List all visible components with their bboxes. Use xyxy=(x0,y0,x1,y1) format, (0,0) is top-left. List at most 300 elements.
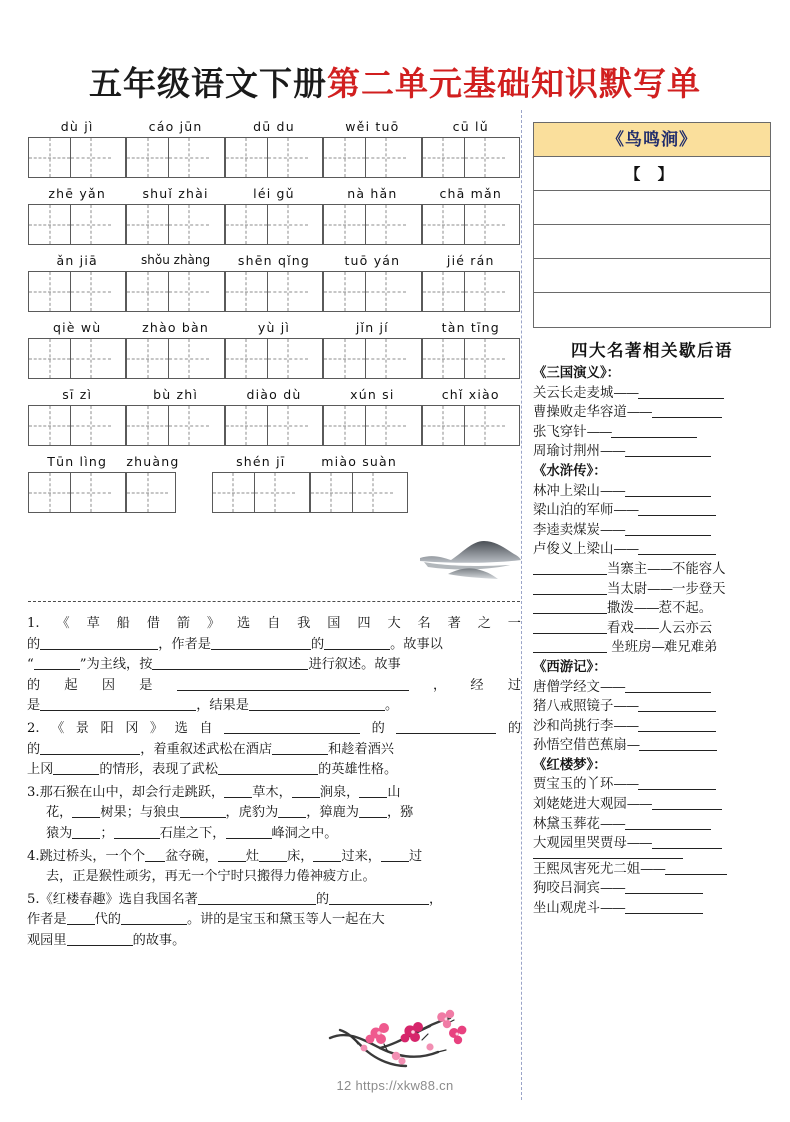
pinyin-box-holder xyxy=(225,338,323,379)
pinyin-label: bù zhì xyxy=(153,387,199,402)
answer-blank[interactable] xyxy=(53,761,99,775)
xiehouyu-text: 撒泼 xyxy=(607,601,634,617)
dash-connector: — xyxy=(651,640,664,656)
question-text: 代的 xyxy=(94,912,121,928)
dash-connector: —— xyxy=(613,542,639,558)
pinyin-box-holder xyxy=(28,472,126,513)
character-cell[interactable] xyxy=(464,339,505,378)
character-write-box[interactable] xyxy=(323,271,421,312)
xiehouyu-text: 看戏 xyxy=(607,620,634,636)
character-cell[interactable] xyxy=(29,406,70,445)
question-text: 的情形，表现了武松 xyxy=(99,762,219,778)
pinyin-row xyxy=(28,317,520,379)
xiehouyu-item xyxy=(533,860,771,880)
question-line xyxy=(27,719,521,740)
xiehouyu-item xyxy=(533,815,771,835)
question-text: ，作者是 xyxy=(158,636,211,652)
character-cell[interactable] xyxy=(127,138,168,177)
pinyin-box-holder xyxy=(212,472,310,513)
question-text: 过来， xyxy=(341,848,381,864)
poem-author-line[interactable]: 【 】 xyxy=(534,157,770,191)
question-text: 树果；与狼虫 xyxy=(100,805,180,821)
answer-blank[interactable] xyxy=(652,836,722,849)
poem-title: 《鸟鸣涧》 xyxy=(534,123,770,157)
character-cell[interactable] xyxy=(127,406,168,445)
answer-blank[interactable] xyxy=(625,881,703,894)
pinyin-writing-section xyxy=(28,116,520,518)
pinyin-box-holder xyxy=(323,271,421,312)
character-write-box[interactable] xyxy=(422,204,520,245)
xiehouyu-item xyxy=(533,560,771,580)
xiehouyu-text: 猪八戒照镜子 xyxy=(533,699,614,715)
xiehouyu-text: 林黛玉葬花 xyxy=(533,816,600,832)
answer-blank[interactable] xyxy=(381,848,409,862)
pinyin-label: qiè wù xyxy=(52,320,102,335)
question-text: ，獐鹿为 xyxy=(306,805,359,821)
answer-blank[interactable] xyxy=(313,848,341,862)
pinyin-box-holder xyxy=(225,204,323,245)
question-text: 草木， xyxy=(252,784,292,800)
answer-blank[interactable] xyxy=(324,636,390,650)
horizontal-divider xyxy=(28,601,520,602)
character-cell[interactable] xyxy=(70,339,111,378)
xiehouyu-text: 当寨主 xyxy=(607,561,648,577)
answer-blank[interactable] xyxy=(34,656,80,670)
poem-blank-line[interactable] xyxy=(534,225,770,259)
character-cell[interactable] xyxy=(352,473,393,512)
character-cell[interactable] xyxy=(324,339,365,378)
character-cell[interactable] xyxy=(464,205,505,244)
pinyin-row xyxy=(28,183,520,245)
page-title xyxy=(0,58,790,105)
xiehouyu-item xyxy=(533,795,771,815)
answer-blank[interactable] xyxy=(533,858,683,859)
character-cell[interactable] xyxy=(70,205,111,244)
character-write-box[interactable] xyxy=(126,472,175,513)
answer-blank[interactable] xyxy=(329,891,429,905)
ink-mountain-icon xyxy=(418,536,522,586)
question-text: 的 xyxy=(27,636,41,652)
pinyin-label: ǎn jiā xyxy=(56,253,98,268)
pinyin-label: diào dù xyxy=(246,387,302,402)
pinyin-box-holder xyxy=(126,204,224,245)
character-cell[interactable] xyxy=(324,138,365,177)
character-write-box[interactable] xyxy=(323,405,421,446)
xiehouyu-item xyxy=(533,775,771,795)
dash-connector: —— xyxy=(633,601,659,617)
character-cell[interactable] xyxy=(226,339,267,378)
question-text: 涧泉， xyxy=(319,784,360,800)
question-line xyxy=(27,890,521,911)
xiehouyu-text: 沙和尚挑行李 xyxy=(533,718,614,734)
character-cell[interactable] xyxy=(29,339,70,378)
pinyin-label: nà hǎn xyxy=(347,186,398,201)
answer-blank[interactable] xyxy=(177,677,409,691)
question-text: 2.《景阳冈》选自 xyxy=(27,720,225,736)
question-text: 石崖之下， xyxy=(159,825,226,841)
character-cell[interactable] xyxy=(29,138,70,177)
pinyin-box-holder xyxy=(422,405,520,446)
xiehouyu-item xyxy=(533,678,771,698)
character-cell[interactable] xyxy=(464,406,505,445)
xiehouyu-item xyxy=(533,899,771,919)
xiehouyu-answer: 难兄难弟 xyxy=(663,640,718,656)
character-cell[interactable] xyxy=(29,272,70,311)
answer-blank[interactable] xyxy=(72,825,100,839)
answer-blank[interactable] xyxy=(638,542,716,555)
answer-blank[interactable] xyxy=(359,784,387,798)
answer-blank[interactable] xyxy=(198,891,316,905)
question-line xyxy=(27,740,521,761)
dash-connector: —— xyxy=(599,901,625,917)
pinyin-label: Tūn lìng xyxy=(47,454,108,469)
answer-blank[interactable] xyxy=(224,720,360,734)
answer-blank[interactable] xyxy=(665,862,727,875)
xiehouyu-text: 当太尉 xyxy=(607,581,648,597)
xiehouyu-text: 贾宝玉的丫环 xyxy=(533,777,614,793)
question-line xyxy=(27,676,521,697)
answer-blank[interactable] xyxy=(224,784,252,798)
question-text: 。 xyxy=(384,698,399,714)
character-cell[interactable] xyxy=(168,406,209,445)
character-write-box[interactable] xyxy=(225,405,323,446)
poem-blank-line[interactable] xyxy=(534,259,770,293)
character-cell[interactable] xyxy=(267,272,308,311)
answer-blank[interactable] xyxy=(180,804,226,818)
character-write-box[interactable] xyxy=(323,204,421,245)
question-text: 峰洞之中。 xyxy=(271,825,338,841)
character-write-box[interactable] xyxy=(126,338,224,379)
character-cell[interactable] xyxy=(254,473,295,512)
character-cell[interactable] xyxy=(464,138,505,177)
answer-blank[interactable] xyxy=(638,699,716,712)
answer-blank[interactable] xyxy=(259,848,287,862)
character-write-box[interactable] xyxy=(28,338,126,379)
question-item-5 xyxy=(27,890,521,952)
answer-blank[interactable] xyxy=(278,804,306,818)
character-write-box[interactable] xyxy=(126,137,224,178)
character-cell[interactable] xyxy=(365,272,406,311)
pinyin-box-holder xyxy=(225,137,323,178)
character-write-box[interactable] xyxy=(225,204,323,245)
xiehouyu-text: 刘姥姥进大观园 xyxy=(533,797,627,813)
answer-blank[interactable] xyxy=(145,848,165,862)
character-write-box[interactable] xyxy=(422,405,520,446)
character-cell[interactable] xyxy=(267,138,308,177)
pinyin-box-holder xyxy=(28,338,126,379)
character-cell[interactable] xyxy=(423,205,464,244)
pinyin-label: xún si xyxy=(350,387,395,402)
xiehouyu-text: 王熙凤害死尤二姐 xyxy=(533,861,641,877)
pinyin-label: zhuàng xyxy=(126,454,180,469)
answer-blank[interactable] xyxy=(121,911,187,925)
answer-blank[interactable] xyxy=(292,784,320,798)
dash-connector: —— xyxy=(647,561,672,577)
character-cell[interactable] xyxy=(267,406,308,445)
pinyin-box-holder xyxy=(126,338,224,379)
character-cell[interactable] xyxy=(226,406,267,445)
dash-connector: — xyxy=(626,738,640,754)
character-cell[interactable] xyxy=(226,205,267,244)
answer-blank[interactable] xyxy=(67,932,133,946)
character-cell[interactable] xyxy=(267,339,308,378)
xiehouyu-text: 梁山泊的军师 xyxy=(533,503,614,519)
answer-blank[interactable] xyxy=(625,444,711,457)
pinyin-box-holder xyxy=(225,405,323,446)
answer-blank[interactable] xyxy=(359,804,387,818)
answer-blank[interactable] xyxy=(625,901,703,914)
xiehouyu-item xyxy=(533,834,771,854)
question-text: ，经过 xyxy=(408,677,522,693)
dash-connector: —— xyxy=(626,836,652,852)
answer-blank[interactable] xyxy=(249,697,385,711)
character-write-box[interactable] xyxy=(225,271,323,312)
question-text: 床， xyxy=(287,848,314,864)
answer-blank[interactable] xyxy=(533,621,607,634)
poem-blank-line[interactable] xyxy=(534,293,770,327)
xiehouyu-title: 四大名著相关歇后语 xyxy=(571,341,733,360)
question-text: 的 xyxy=(310,636,325,652)
pinyin-label: shǒu zhàng xyxy=(141,253,211,267)
xiehouyu-text: 李逵卖煤炭 xyxy=(533,522,600,538)
character-cell[interactable] xyxy=(70,138,111,177)
question-text: ”为主线，按 xyxy=(79,657,153,673)
dash-connector: —— xyxy=(626,405,652,421)
xiehouyu-group-heading: 《红楼梦》： xyxy=(533,756,607,773)
character-cell[interactable] xyxy=(29,205,70,244)
xiehouyu-group-heading: 《三国演义》： xyxy=(533,365,621,381)
character-cell[interactable] xyxy=(365,406,406,445)
pinyin-label: cū lǔ xyxy=(452,119,489,134)
character-write-box[interactable] xyxy=(225,338,323,379)
character-write-box[interactable] xyxy=(422,137,520,178)
character-cell[interactable] xyxy=(324,205,365,244)
poem-blank-line[interactable] xyxy=(534,191,770,225)
answer-blank[interactable] xyxy=(67,911,95,925)
pinyin-row xyxy=(28,451,520,513)
question-line xyxy=(27,931,521,952)
question-text: 的 xyxy=(496,720,522,736)
pinyin-box-holder xyxy=(422,338,520,379)
dash-connector: —— xyxy=(626,797,652,813)
answer-blank[interactable] xyxy=(226,825,272,839)
pinyin-label: shuǐ zhài xyxy=(142,186,209,201)
question-text: 是 xyxy=(27,698,41,714)
pinyin-box-holder xyxy=(323,405,421,446)
answer-blank[interactable] xyxy=(625,484,711,497)
xiehouyu-answer: 一步登天 xyxy=(671,581,726,597)
xiehouyu-text: 卢俊义上梁山 xyxy=(533,542,614,558)
question-text: 的英雄性格。 xyxy=(318,762,398,778)
question-text: 盆夺碗， xyxy=(165,848,218,864)
question-line xyxy=(27,655,521,676)
question-line xyxy=(27,910,521,931)
answer-blank[interactable] xyxy=(152,656,308,670)
answer-blank[interactable] xyxy=(40,636,158,650)
answer-blank[interactable] xyxy=(638,503,716,516)
character-cell[interactable] xyxy=(213,473,254,512)
character-write-box[interactable] xyxy=(126,271,224,312)
answer-blank[interactable] xyxy=(639,738,717,751)
xiehouyu-item xyxy=(533,403,771,423)
answer-blank[interactable] xyxy=(533,562,607,575)
pinyin-box-holder xyxy=(28,271,126,312)
character-cell[interactable] xyxy=(365,138,406,177)
pinyin-label: dū du xyxy=(253,119,295,134)
xiehouyu-item xyxy=(533,442,771,462)
pinyin-label: cáo jūn xyxy=(148,119,203,134)
xiehouyu-text: 大观园里哭贾母 xyxy=(533,836,627,852)
xiehouyu-text: 曹操败走华容道 xyxy=(533,405,627,421)
xiehouyu-text: 张飞穿针 xyxy=(533,424,587,440)
character-cell[interactable] xyxy=(423,339,464,378)
pinyin-label: sī zì xyxy=(62,387,93,402)
character-cell[interactable] xyxy=(70,272,111,311)
character-write-box[interactable] xyxy=(212,472,310,513)
character-cell[interactable] xyxy=(226,138,267,177)
footer-watermark: 12 https://xkw88.cn xyxy=(336,1078,454,1093)
character-cell[interactable] xyxy=(70,473,111,512)
dash-connector: —— xyxy=(599,483,625,499)
dash-connector: —— xyxy=(613,718,639,734)
character-write-box[interactable] xyxy=(422,338,520,379)
pinyin-label: tuō yán xyxy=(344,253,401,268)
question-text: 过 xyxy=(408,848,423,864)
character-cell[interactable] xyxy=(464,272,505,311)
question-line xyxy=(27,803,521,824)
pinyin-label: zhào bàn xyxy=(142,320,210,335)
pinyin-box-holder xyxy=(310,472,408,513)
answer-blank[interactable] xyxy=(638,777,716,790)
answer-blank[interactable] xyxy=(611,425,697,438)
character-write-box[interactable] xyxy=(28,137,126,178)
character-write-box[interactable] xyxy=(28,405,126,446)
answer-blank[interactable] xyxy=(625,817,711,830)
xiehouyu-item xyxy=(533,638,771,658)
answer-blank[interactable] xyxy=(533,582,607,595)
character-cell[interactable] xyxy=(365,339,406,378)
answer-blank[interactable] xyxy=(652,797,722,810)
pinyin-box-holder xyxy=(422,204,520,245)
question-text: 的 xyxy=(360,720,397,736)
character-write-box[interactable] xyxy=(28,271,126,312)
dash-connector: —— xyxy=(599,522,625,538)
pinyin-label: tàn tīng xyxy=(441,320,500,335)
character-cell[interactable] xyxy=(70,406,111,445)
answer-blank[interactable] xyxy=(396,720,496,734)
answer-blank[interactable] xyxy=(625,680,711,693)
character-cell[interactable] xyxy=(127,473,168,512)
character-cell[interactable] xyxy=(267,205,308,244)
question-text: ，着重叙述武松在酒店 xyxy=(140,741,273,757)
xiehouyu-item xyxy=(533,599,771,619)
answer-blank[interactable] xyxy=(625,523,711,536)
character-cell[interactable] xyxy=(324,272,365,311)
answer-blank[interactable] xyxy=(638,719,716,732)
answer-blank[interactable] xyxy=(652,405,722,418)
character-cell[interactable] xyxy=(423,272,464,311)
character-cell[interactable] xyxy=(365,205,406,244)
answer-blank[interactable] xyxy=(114,825,160,839)
pinyin-label: shén jī xyxy=(236,454,286,469)
character-write-box[interactable] xyxy=(310,472,408,513)
answer-blank[interactable] xyxy=(40,741,140,755)
answer-blank[interactable] xyxy=(40,697,196,711)
question-text: 的起因是 xyxy=(27,677,177,693)
character-write-box[interactable] xyxy=(323,338,421,379)
question-item-3 xyxy=(27,783,521,845)
answer-blank[interactable] xyxy=(638,386,724,399)
dash-connector: —— xyxy=(599,679,625,695)
character-cell[interactable] xyxy=(168,339,209,378)
pinyin-label: shēn qǐng xyxy=(237,253,311,268)
answer-blank[interactable] xyxy=(533,601,607,614)
character-write-box[interactable] xyxy=(28,204,126,245)
pinyin-label: zhē yǎn xyxy=(48,186,106,201)
character-cell[interactable] xyxy=(127,272,168,311)
character-cell[interactable] xyxy=(127,339,168,378)
answer-blank[interactable] xyxy=(72,804,100,818)
xiehouyu-text: 唐僧学经文 xyxy=(533,679,600,695)
xiehouyu-item xyxy=(533,736,771,756)
question-text: 和趁着酒兴 xyxy=(328,741,394,757)
character-cell[interactable] xyxy=(127,205,168,244)
dash-connector: —— xyxy=(599,881,625,897)
character-cell[interactable] xyxy=(324,406,365,445)
xiehouyu-list xyxy=(533,364,771,919)
question-text: ，虎豹为 xyxy=(225,805,279,821)
question-text: 观园里 xyxy=(27,932,67,948)
question-text: 作者是 xyxy=(27,912,67,928)
character-cell[interactable] xyxy=(168,138,209,177)
pinyin-row xyxy=(28,116,520,178)
character-cell[interactable] xyxy=(226,272,267,311)
character-cell[interactable] xyxy=(423,138,464,177)
character-cell[interactable] xyxy=(168,272,209,311)
question-text: 。讲的是宝玉和黛玉等人一起在大 xyxy=(186,912,385,928)
character-write-box[interactable] xyxy=(323,137,421,178)
answer-blank[interactable] xyxy=(533,640,607,653)
xiehouyu-answer: 人云亦云 xyxy=(658,620,713,636)
xiehouyu-text: 坐班房 xyxy=(607,640,652,656)
pinyin-box-holder xyxy=(28,137,126,178)
character-cell[interactable] xyxy=(423,406,464,445)
character-cell[interactable] xyxy=(168,205,209,244)
character-cell[interactable] xyxy=(29,473,70,512)
question-text: 山 xyxy=(387,784,401,800)
pinyin-label: dù jì xyxy=(60,119,94,134)
answer-blank[interactable] xyxy=(272,741,328,755)
right-column xyxy=(533,122,771,919)
xiehouyu-item xyxy=(533,521,771,541)
character-write-box[interactable] xyxy=(422,271,520,312)
dash-connector: —— xyxy=(613,503,639,519)
question-line xyxy=(27,783,521,804)
character-cell[interactable] xyxy=(311,473,352,512)
answer-blank[interactable] xyxy=(211,636,311,650)
xiehouyu-item xyxy=(533,717,771,737)
xiehouyu-item xyxy=(533,540,771,560)
question-text: ，猕 xyxy=(387,805,414,821)
character-write-box[interactable] xyxy=(126,204,224,245)
pinyin-box-holder xyxy=(126,405,224,446)
character-write-box[interactable] xyxy=(225,137,323,178)
answer-blank[interactable] xyxy=(218,848,246,862)
answer-blank[interactable] xyxy=(218,761,318,775)
character-write-box[interactable] xyxy=(126,405,224,446)
pinyin-box-holder xyxy=(323,137,421,178)
character-write-box[interactable] xyxy=(28,472,126,513)
